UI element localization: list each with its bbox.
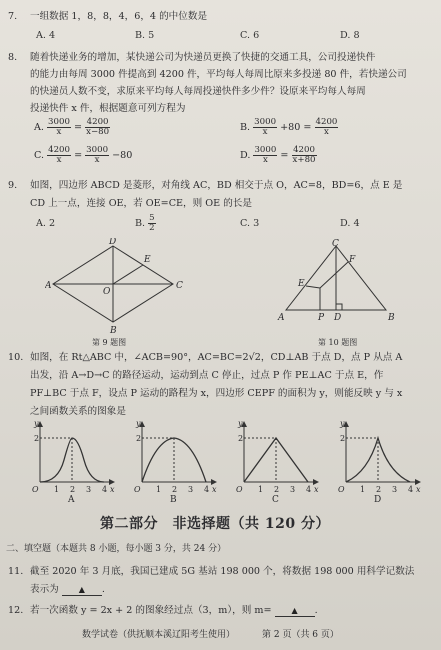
q9-line-1: 如图，四边形 ABCD 是菱形，对角线 AC，BD 相交于点 O，AC=8，BD=6，点 E 是 (30, 180, 403, 191)
graph-c-xtick-2: 2 (274, 485, 280, 494)
graph-d-origin: O (338, 485, 345, 494)
graph-d-y-label: y (340, 419, 345, 428)
graph-a-xtick-2: 2 (70, 485, 76, 494)
fill-blank-header: 二、填空题（本题共 8 小题，每小题 3 分，共 24 分） (6, 544, 227, 554)
q11-line-2: 表示为 ▲ . (30, 584, 105, 595)
graph-a-x-label: x (110, 485, 115, 494)
fig10-caption: 第 10 题图 (318, 338, 358, 347)
graph-b-caption: B (170, 495, 177, 504)
q7-option-a: A. 4 (36, 30, 56, 41)
q10-answer-graphs (0, 418, 441, 504)
graph-b (134, 419, 217, 504)
q8-option-a: A. $\frac{3000}{x}$ = $\frac{4200}{x-80}$ (34, 117, 110, 138)
graph-d-ytick: 2 (340, 434, 346, 443)
q7-option-b: B. 5 (135, 30, 155, 41)
q7-number: 7. (8, 11, 18, 22)
graph-c-ytick: 2 (238, 434, 244, 443)
q8-option-d: D. $\frac{3000}{x}$ = $\frac{4200}{x+80}$ (240, 145, 316, 166)
graph-b-xtick-4: 4 (204, 485, 210, 494)
graph-d-caption: D (374, 495, 382, 504)
q12-text: 若一次函数 y = 2x + 2 的图象经过点（3，m），则 m= ▲ . (30, 605, 318, 616)
q7-option-d: D. 8 (340, 30, 360, 41)
graph-a-ytick: 2 (34, 434, 40, 443)
fig10-label-b: B (388, 313, 395, 323)
graph-c-caption: C (272, 495, 279, 504)
q9-option-a: A. 2 (36, 218, 56, 229)
q10-line-2: 出发，沿 A→D→C 的路径运动，运动到点 C 停止，过点 P 作 PE⊥AC 于点 E，作 (30, 370, 384, 381)
graph-c-xtick-1: 1 (258, 485, 264, 494)
graph-c-xtick-4: 4 (306, 485, 312, 494)
q9-option-c: C. 3 (240, 218, 260, 229)
graph-b-xtick-3: 3 (188, 485, 194, 494)
graph-d-xtick-3: 3 (392, 485, 398, 494)
graph-d-xtick-2: 2 (376, 485, 382, 494)
fig10-label-f: F (349, 255, 356, 265)
q10-line-4: 之间函数关系的图象是 (30, 406, 126, 417)
graph-a-y-label: y (34, 419, 39, 428)
q7-stem: 一组数据 1，8，8，4，6，4 的中位数是 (30, 11, 208, 22)
q8-line-3: 的快递员人数不变，求原来平均每人每周投递快件多少件？设原来平均每人每周 (30, 86, 366, 97)
fig9-rhombus-diagram (45, 238, 195, 338)
fig9-label-a: A (45, 281, 52, 291)
fig10-label-p: P (318, 313, 325, 323)
footer-page-number: 第 2 页（共 6 页） (262, 630, 339, 640)
graph-d-xtick-1: 1 (360, 485, 366, 494)
fig9-label-e: E (144, 255, 151, 265)
graph-b-y-label: y (136, 419, 141, 428)
section-2-title: 第二部分 非选择题（共 120 分） (100, 516, 330, 532)
graph-a (32, 419, 115, 504)
q8-number: 8. (8, 52, 18, 63)
footer-exam-name: 数学试卷（供抚顺本溪辽阳考生使用） (82, 630, 236, 640)
graph-a-caption: A (68, 495, 75, 504)
q12-number: 12. (8, 605, 24, 616)
graph-c-y-label: y (238, 419, 243, 428)
graph-c-origin: O (236, 485, 243, 494)
q11-answer-blank[interactable]: ▲ (62, 585, 102, 596)
q10-number: 10. (8, 352, 24, 363)
q8-line-1: 随着快递业务的增加，某快递公司为快递员更换了快捷的交通工具，公司投递快件 (30, 52, 376, 63)
q7-option-c: C. 6 (240, 30, 260, 41)
q9-number: 9. (8, 180, 18, 191)
fig10-label-a: A (278, 313, 285, 323)
fig10-triangle-diagram (268, 238, 408, 338)
graph-a-xtick-4: 4 (102, 485, 108, 494)
q10-line-3: PF⊥BC 于点 F，设点 P 运动的路程为 x，四边形 CEPF 的面积为 y，则能反映 y 与 x (30, 388, 403, 399)
graph-b-x-label: x (212, 485, 217, 494)
fig9-caption: 第 9 题图 (92, 338, 127, 347)
fig10-label-d: D (334, 313, 342, 323)
fig9-label-c: C (176, 281, 183, 291)
q10-line-1: 如图，在 Rt△ABC 中，∠ACB=90°，AC=BC=2√2，CD⊥AB 于点 D，点 P 从点 A (30, 352, 403, 363)
graph-a-origin: O (32, 485, 39, 494)
q12-answer-blank[interactable]: ▲ (275, 606, 315, 617)
fig10-label-c: C (332, 239, 339, 249)
graph-b-origin: O (134, 485, 141, 494)
q8-line-2: 的能力由每周 3000 件提高到 4200 件，平均每人每周比原来多投递 80 件，若快递公司 (30, 69, 407, 80)
graph-c-xtick-3: 3 (290, 485, 296, 494)
graph-d-x-label: x (416, 485, 421, 494)
graph-d-xtick-4: 4 (408, 485, 414, 494)
graph-d (338, 419, 421, 504)
fig9-label-b: B (110, 326, 117, 336)
q11-number: 11. (8, 566, 24, 577)
q8-option-c: C. $\frac{4200}{x}$ = $\frac{3000}{x}$ −80 (34, 145, 133, 166)
fig9-label-o: O (103, 287, 111, 297)
graph-b-ytick: 2 (136, 434, 142, 443)
graph-a-xtick-3: 3 (86, 485, 92, 494)
fig9-label-d: D (109, 238, 117, 247)
graph-a-xtick-1: 1 (54, 485, 60, 494)
graph-b-xtick-1: 1 (156, 485, 162, 494)
graph-b-xtick-2: 2 (172, 485, 178, 494)
graph-c-x-label: x (314, 485, 319, 494)
q9-option-b: B. $\frac{5}{2}$ (135, 213, 155, 234)
q8-option-b: B. $\frac{3000}{x}$ +80 = $\frac{4200}{x}$ (240, 117, 338, 138)
q9-option-d: D. 4 (340, 218, 360, 229)
graph-c (236, 419, 319, 504)
q11-line-1: 截至 2020 年 3 月底，我国已建成 5G 基站 198 000 个，将数据 198 000 用科学记数法 (30, 566, 415, 577)
fig10-label-e: E (298, 279, 305, 289)
q9-line-2: CD 上一点，连接 OE，若 OE=CE，则 OE 的长是 (30, 198, 252, 209)
q8-line-4: 投递快件 x 件，根据题意可列方程为 (30, 103, 186, 114)
